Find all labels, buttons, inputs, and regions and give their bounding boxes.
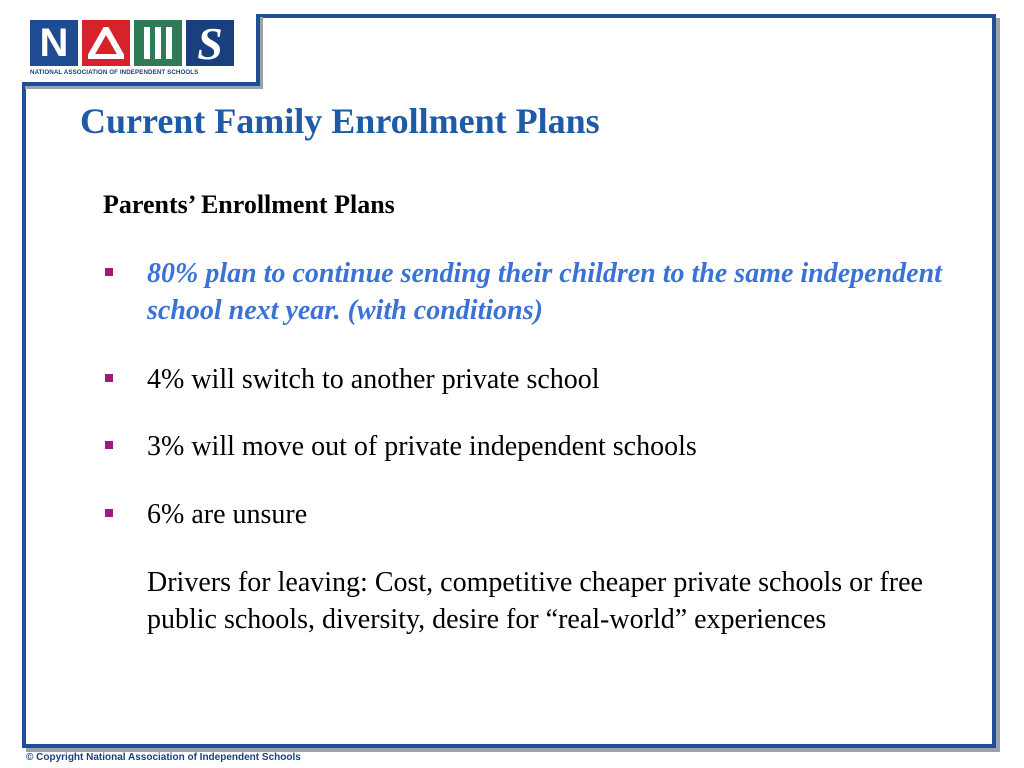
drivers-paragraph: Drivers for leaving: Cost, competitive cheaper private schools or free public schools, diversity, desire for “real-world” experiences — [147, 567, 923, 635]
bullet-item — [103, 496, 307, 533]
bars-icon — [141, 25, 175, 61]
bullet-text: 80% plan to continue sending their children to the same independent school next year. (with conditions) — [147, 258, 942, 326]
bullet-text: 3% will move out of private independent schools — [147, 431, 697, 462]
bullet-square-icon — [105, 509, 113, 517]
bullet-item — [103, 361, 600, 398]
logo-tiles — [30, 17, 234, 69]
bullet-text: 6% are unsure — [147, 499, 308, 530]
nais-logo — [22, 14, 260, 86]
logo-tile-bars — [134, 20, 182, 66]
slide-title: Current Family Enrollment Plans — [80, 101, 600, 141]
logo-tile-n — [30, 20, 78, 66]
logo-letter-n: N — [39, 20, 69, 65]
logo-tile-triangle — [82, 20, 130, 66]
bullet-text: 4% will switch to another private school — [147, 364, 600, 395]
bullet-square-icon — [105, 441, 113, 449]
bullet-item — [103, 428, 697, 465]
copyright-footer: © Copyright National Association of Independent Schools — [26, 752, 301, 763]
logo-letter-s: S — [197, 17, 223, 69]
bullet-item — [103, 255, 963, 329]
bullet-square-icon — [105, 374, 113, 382]
slide-subtitle: Parents’ Enrollment Plans — [103, 190, 395, 219]
logo-caption: NATIONAL ASSOCIATION OF INDEPENDENT SCHOOLS — [30, 69, 199, 76]
bullet-square-icon — [105, 268, 113, 276]
logo-tile-s — [186, 17, 234, 69]
triangle-icon — [88, 27, 124, 59]
